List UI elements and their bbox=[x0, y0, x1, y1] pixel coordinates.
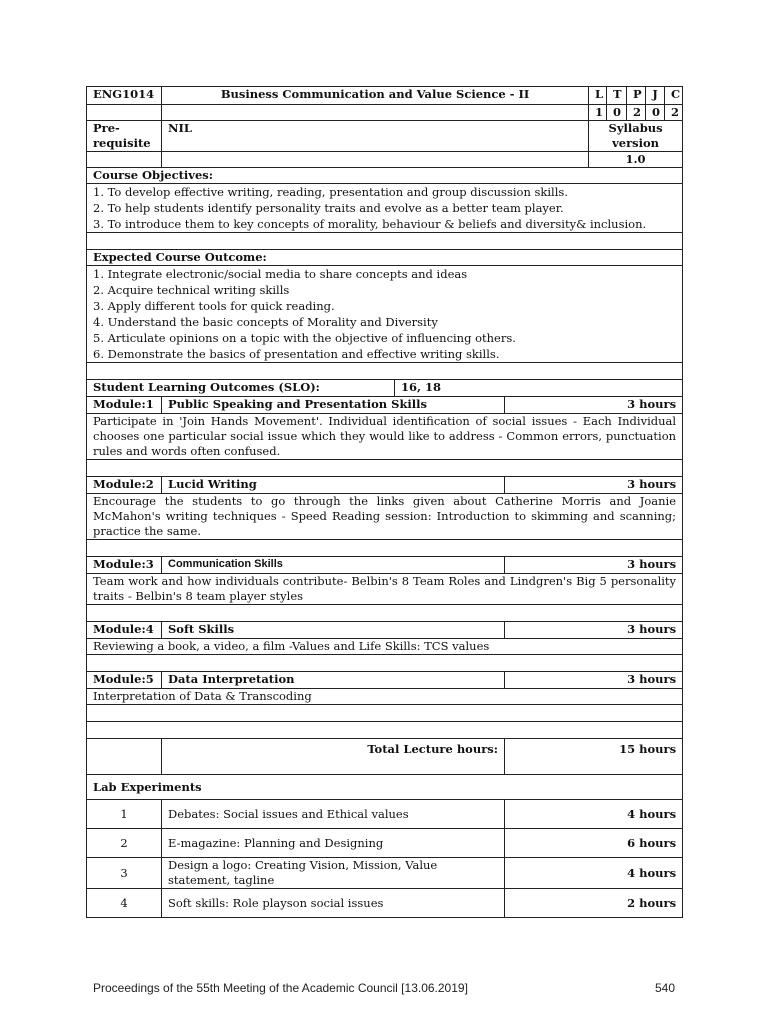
module-title: Soft Skills bbox=[162, 622, 505, 639]
outcome-item: 4. Understand the basic concepts of Morality and Diversity bbox=[93, 315, 438, 329]
spacer-row bbox=[87, 233, 683, 250]
lab-item-number: 3 bbox=[87, 858, 162, 889]
outcomes-heading: Expected Course Outcome: bbox=[87, 250, 683, 266]
spacer-row bbox=[87, 363, 683, 380]
slo-value: 16, 18 bbox=[395, 380, 683, 397]
module-title: Communication Skills bbox=[162, 557, 505, 574]
spacer-row bbox=[87, 540, 683, 557]
objective-item: 2. To help students identify personality traits and evolve as a better team player. bbox=[93, 201, 564, 215]
prereq-label: Pre-requisite bbox=[87, 121, 162, 152]
ltpjc-value-t: 0 bbox=[607, 105, 627, 121]
footer-text: Proceedings of the 55th Meeting of the Academic Council [13.06.2019] bbox=[93, 981, 468, 995]
spacer-row bbox=[87, 705, 683, 722]
prereq-value: NIL bbox=[162, 121, 589, 152]
module-hours: 3 hours bbox=[505, 557, 683, 574]
ltpjc-value-l: 1 bbox=[589, 105, 607, 121]
ltpjc-value-p: 2 bbox=[627, 105, 646, 121]
module-title: Lucid Writing bbox=[162, 477, 505, 494]
module-content: Interpretation of Data & Transcoding bbox=[87, 689, 683, 705]
module-label: Module:3 bbox=[87, 557, 162, 574]
lab-item-text: Design a logo: Creating Vision, Mission, Value statement, tagline bbox=[162, 858, 505, 889]
module-hours: 3 hours bbox=[505, 622, 683, 639]
total-empty-cell bbox=[87, 739, 162, 775]
outcome-item: 2. Acquire technical writing skills bbox=[93, 283, 290, 297]
module-hours: 3 hours bbox=[505, 672, 683, 689]
slo-label: Student Learning Outcomes (SLO): bbox=[87, 380, 395, 397]
syllabus-table bbox=[86, 86, 683, 918]
module-content: Encourage the students to go through the links given about Catherine Morris and Joanie McMahon's writing techniques - Speed Reading session: Introduction to skimming and scanning; practice the same. bbox=[87, 494, 683, 540]
spacer-row bbox=[87, 655, 683, 672]
module-label: Module:2 bbox=[87, 477, 162, 494]
spacer-row bbox=[87, 460, 683, 477]
page-number: 540 bbox=[654, 981, 675, 995]
outcome-item: 3. Apply different tools for quick reading. bbox=[93, 299, 335, 313]
syllabus-version-label: Syllabus version bbox=[589, 121, 683, 152]
module-content: Participate in 'Join Hands Movement'. Individual identification of social issues - Each Individual chooses one particular social issue which they would like to address - Common errors, punctuation rules and words often confused. bbox=[87, 414, 683, 460]
lab-item-text: Debates: Social issues and Ethical values bbox=[162, 800, 505, 829]
ltpjc-value-j: 0 bbox=[646, 105, 665, 121]
module-title: Data Interpretation bbox=[162, 672, 505, 689]
ltpjc-header-t: T bbox=[607, 87, 627, 105]
objectives-list bbox=[87, 184, 683, 233]
ltpjc-value-c: 2 bbox=[665, 105, 683, 121]
course-title: Business Communication and Value Science - II bbox=[162, 87, 589, 105]
objective-item: 1. To develop effective writing, reading, presentation and group discussion skills. bbox=[93, 185, 568, 199]
lab-item-number: 1 bbox=[87, 800, 162, 829]
lab-heading: Lab Experiments bbox=[87, 775, 683, 800]
total-lecture-value: 15 hours bbox=[505, 739, 683, 775]
module-label: Module:5 bbox=[87, 672, 162, 689]
module-label: Module:1 bbox=[87, 397, 162, 414]
lab-item-hours: 2 hours bbox=[505, 889, 683, 918]
spacer-row bbox=[87, 605, 683, 622]
page-footer bbox=[93, 981, 675, 995]
lab-item-text: Soft skills: Role playson social issues bbox=[162, 889, 505, 918]
ltpjc-header-l: L bbox=[589, 87, 607, 105]
outcome-item: 1. Integrate electronic/social media to share concepts and ideas bbox=[93, 267, 468, 281]
ltpjc-header-c: C bbox=[665, 87, 683, 105]
lab-item-hours: 4 hours bbox=[505, 858, 683, 889]
ltpjc-header-p: P bbox=[627, 87, 646, 105]
module-label: Module:4 bbox=[87, 622, 162, 639]
outcome-item: 6. Demonstrate the basics of presentation and effective writing skills. bbox=[93, 347, 500, 361]
objective-item: 3. To introduce them to key concepts of morality, behaviour & beliefs and diversity& inclusion. bbox=[93, 217, 647, 231]
outcomes-list bbox=[87, 266, 683, 363]
spacer-row bbox=[87, 722, 683, 739]
outcome-item: 5. Articulate opinions on a topic with the objective of influencing others. bbox=[93, 331, 516, 345]
course-code: ENG1014 bbox=[87, 87, 162, 105]
total-lecture-label: Total Lecture hours: bbox=[162, 739, 505, 775]
ltpjc-header-j: J bbox=[646, 87, 665, 105]
objectives-heading: Course Objectives: bbox=[87, 168, 683, 184]
module-hours: 3 hours bbox=[505, 397, 683, 414]
lab-item-hours: 6 hours bbox=[505, 829, 683, 858]
module-content: Reviewing a book, a video, a film -Values and Life Skills: TCS values bbox=[87, 639, 683, 655]
lab-item-hours: 4 hours bbox=[505, 800, 683, 829]
syllabus-version-value: 1.0 bbox=[589, 152, 683, 168]
lab-item-text: E-magazine: Planning and Designing bbox=[162, 829, 505, 858]
lab-item-number: 2 bbox=[87, 829, 162, 858]
module-title: Public Speaking and Presentation Skills bbox=[162, 397, 505, 414]
lab-item-number: 4 bbox=[87, 889, 162, 918]
module-hours: 3 hours bbox=[505, 477, 683, 494]
module-content: Team work and how individuals contribute- Belbin's 8 Team Roles and Lindgren's Big 5 personality traits - Belbin's 8 team player styles bbox=[87, 574, 683, 605]
